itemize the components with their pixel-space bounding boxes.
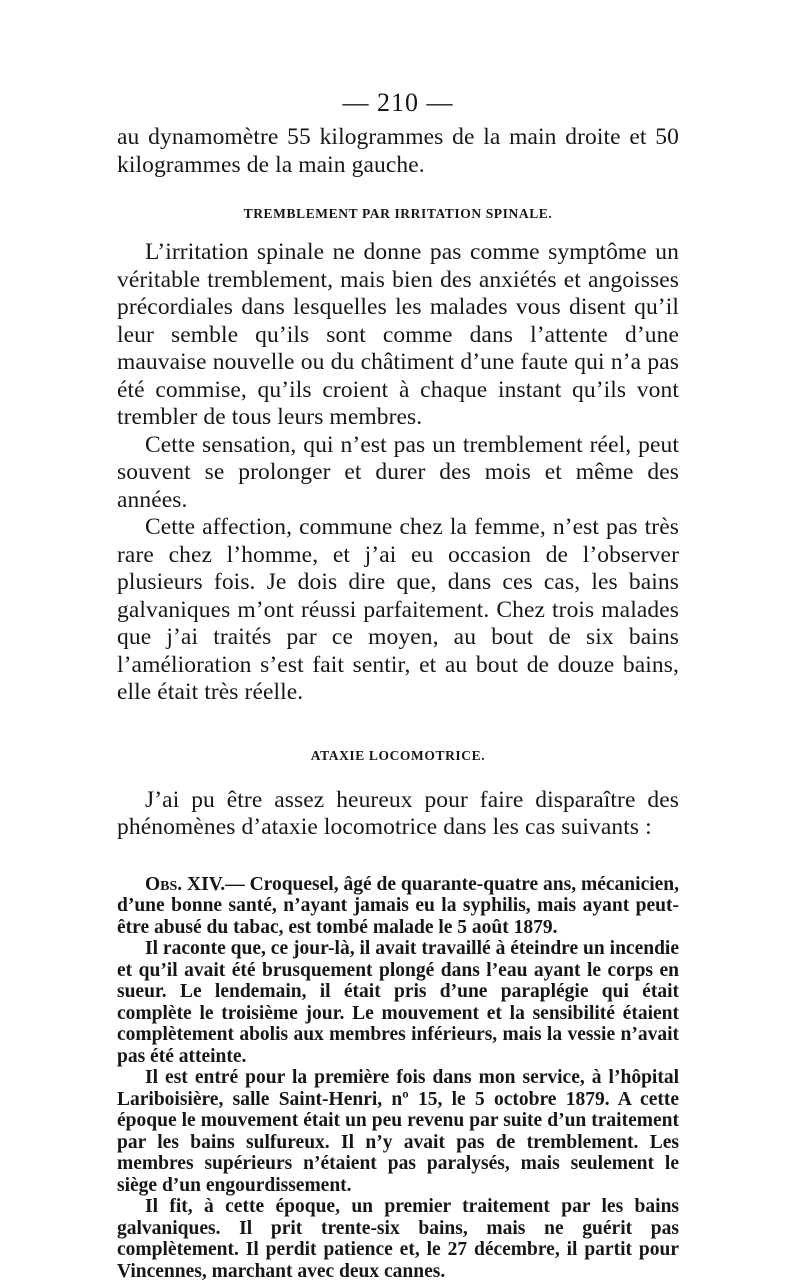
paragraph: Cette affection, commune chez la femme, n’est pas très rare chez l’homme, et j’ai eu occasion de l’observer plusieurs fois. Je dois dire que, dans ces cas, les bains galvaniques m’ont réussi parfaitement. Chez trois malades que j’ai traités par ce moyen, au bout de six bains l’amélioration s’est fait sentir, et au bout de douze bains, elle était très réelle. [117, 514, 679, 705]
observation-paragraph [117, 874, 679, 939]
paragraph: L’irritation spinale ne donne pas comme symptôme un véritable tremblement, mais bien des anxiétés et angoisses précordiales dans lesquelles les malades vous disent qu’il leur semble qu’ils sont comme dans l’attente d’une mauvaise nouvelle ou du châtiment d’une faute qui n’a pas été commise, qu’ils croient à chaque instant qu’ils vont trembler de tous leurs membres. [117, 239, 679, 430]
observation-label: Obs. XIV. [145, 873, 226, 895]
observation-paragraph: Il raconte que, ce jour-là, il avait travaillé à éteindre un incendie et qu’il avait été brusquement plongé dans l’eau ayant le corps en sueur. Le lendemain, il était pris d’une paraplégie qui était complète le troisième jour. Le mouvement et la sensibilité étaient complètement abolis aux membres inférieurs, mais la vessie n’avait pas été atteinte. [117, 938, 679, 1067]
observation-paragraph: Il fit, à cette époque, un premier traitement par les bains galvaniques. Il prit trente-six bains, mais ne guérit pas complètement. Il perdit patience et, le 27 décembre, il partit pour Vincennes, marchant avec deux cannes. [117, 1196, 679, 1282]
section-heading-ataxie: ATAXIE LOCOMOTRICE. [310, 747, 486, 763]
observation-text: — Croquesel, âgé de quarante-quatre ans, mécanicien, d’une bonne santé, n’ayant jamais eu la syphilis, mais ayant peut-être abusé du tabac, est tombé malade le 5 août 1879. [117, 873, 680, 938]
section-heading-tremblement: TREMBLEMENT PAR IRRITATION SPINALE. [243, 206, 553, 221]
paragraph: Cette sensation, qui n’est pas un tremblement réel, peut souvent se prolonger et durer des mois et même des années. [117, 431, 679, 513]
continuation-paragraph: au dynamomètre 55 kilogrammes de la main droite et 50 kilogrammes de la main gauche. [117, 124, 679, 178]
page-number: — 210 — [342, 88, 454, 117]
observation-paragraph: Il est entré pour la première fois dans mon service, à l’hôpital Lariboisière, salle Saint-Henri, nº 15, le 5 octobre 1879. A cette époque le mouvement était un peu revenu par suite d’un traitement par les bains sulfureux. Il n’y avait pas de tremblement. Les membres supérieurs n’étaient pas paralysés, mais seulement le siège d’un engourdissement. [117, 1067, 679, 1196]
book-page [117, 88, 679, 1282]
paragraph: J’ai pu être assez heureux pour faire disparaître des phénomènes d’ataxie locomotrice dans les cas suivants : [117, 786, 679, 840]
